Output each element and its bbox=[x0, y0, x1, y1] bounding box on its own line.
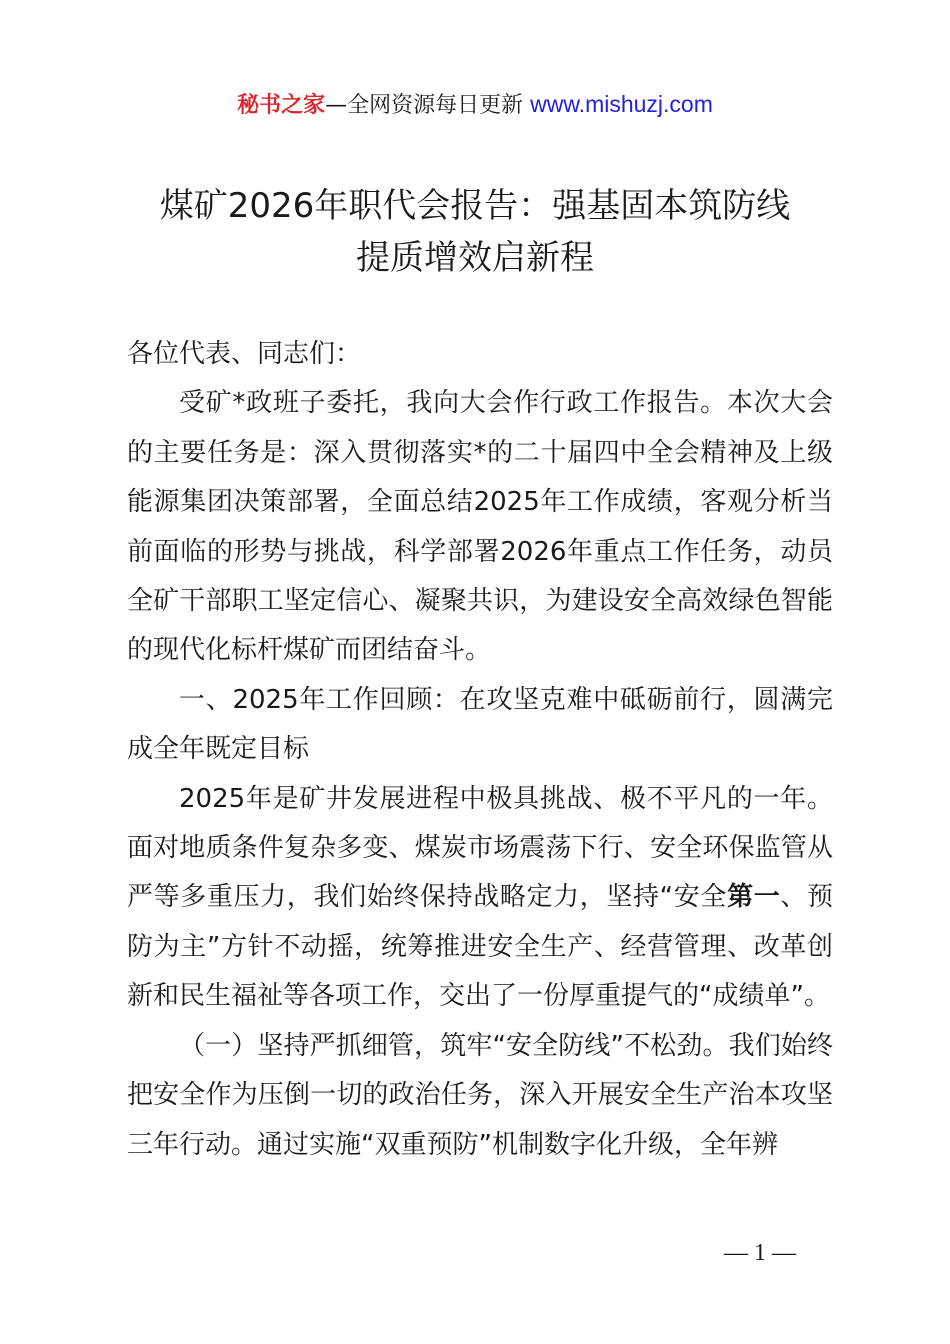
paragraph-review-part-2: 、预防为主”方针不动摇，统筹推进安全生产、经营管理、改革创新和民生福祉等各项工作，交出了一份厚重提气的“成绩单”。 bbox=[127, 882, 833, 1012]
paragraph-review-part-1: 2025年是矿井发展进程中极具挑战、极不平凡的一年。面对地质条件复杂多变、煤炭市场震荡下行、安全环保监管从严等多重压力，我们始终保持战略定力，坚持“安全 bbox=[127, 783, 833, 913]
document-title bbox=[100, 180, 850, 284]
title-line-2: 提质增效启新程 bbox=[356, 238, 594, 278]
site-name: 秘书之家 bbox=[237, 93, 326, 118]
title-line-1: 煤矿2026年职代会报告：强基固本筑防线 bbox=[159, 186, 791, 226]
paragraph-intro: 受矿*政班子委托，我向大会作行政工作报告。本次大会的主要任务是：深入贯彻落实*的二十届四中全会精神及上级能源集团决策部署，全面总结2025年工作成绩，客观分析当前面临的形势与挑战，科学部署2026年重点工作任务，动员全矿干部职工坚定信心、凝聚共识，为建设安全高效绿色智能的现代化标杆煤矿而团结奋斗。 bbox=[127, 388, 833, 666]
site-header bbox=[0, 86, 950, 124]
document-body bbox=[127, 330, 833, 1170]
paragraph-safety: （一）坚持严抓细管，筑牢“安全防线”不松劲。我们始终把安全作为压倒一切的政治任务，深入开展安全生产治本攻坚三年行动。通过实施“双重预防”机制数字化升级，全年辨 bbox=[127, 1030, 833, 1160]
page-number: — 1 — bbox=[724, 1240, 796, 1266]
salutation: 各位代表、同志们： bbox=[127, 339, 362, 369]
site-tagline: —全网资源每日更新 bbox=[325, 93, 524, 118]
section-heading-1: 一、2025年工作回顾：在攻坚克难中砥砺前行，圆满完成全年既定目标 bbox=[127, 684, 833, 765]
paragraph-review bbox=[127, 775, 833, 1022]
site-url-link[interactable]: www.mishuzj.com bbox=[530, 91, 713, 117]
paragraph-review-bold: 第一 bbox=[727, 882, 781, 913]
